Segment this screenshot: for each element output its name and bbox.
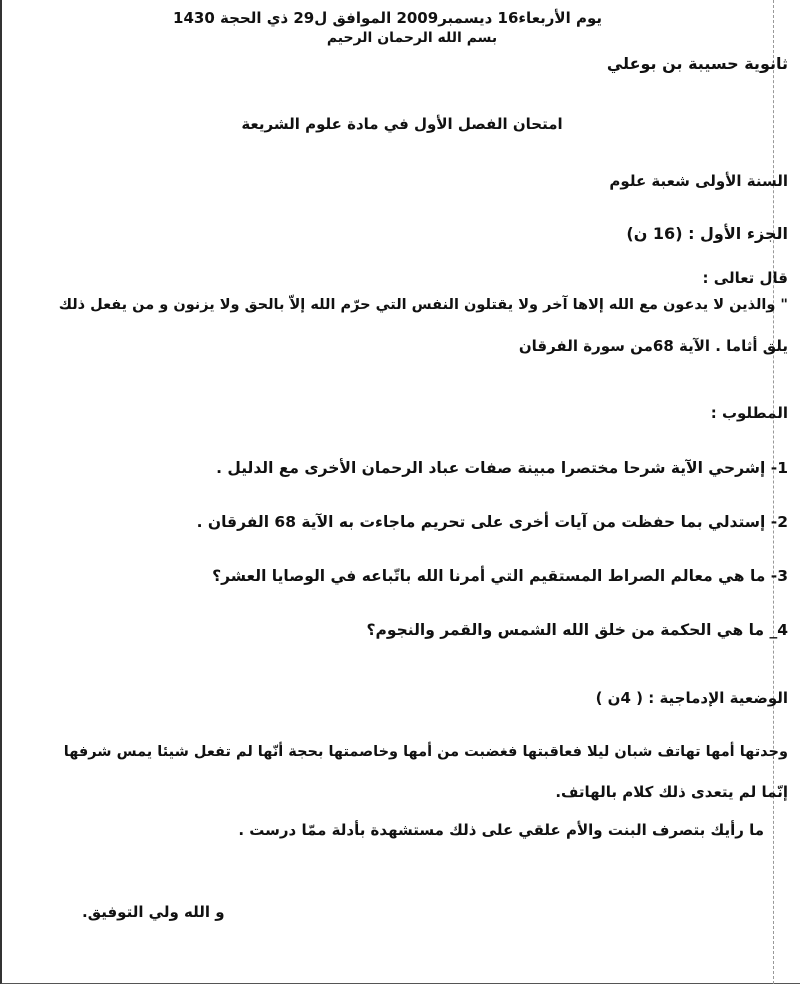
verse-intro: قال تعالى :	[702, 269, 788, 287]
page-edge	[772, 0, 774, 984]
required-label: المطلوب :	[710, 404, 788, 422]
part-one-heading: الجزء الأول : (16 ن)	[626, 224, 788, 243]
question-3: 3- ما هي معالم الصراط المستقيم التي أمرنا الله باتّباعه في الوصايا العشر؟	[212, 567, 788, 585]
exam-title: امتحان الفصل الأول في مادة علوم الشريعة	[241, 115, 563, 133]
verse-line-2: يلق أثاما . الآية 68من سورة الفرقان	[518, 337, 788, 355]
level-line: السنة الأولى شعبة علوم	[609, 172, 788, 190]
question-4: 4_ ما هي الحكمة من خلق الله الشمس والقمر والنجوم؟	[366, 621, 788, 639]
verse-line-1: " والذين لا يدعون مع الله إلاها آخر ولا يقتلون النفس التي حرّم الله إلاّ بالحق ولا يزنون و من يفعل ذلك	[58, 297, 788, 313]
basmala: بسم الله الرحمان الرحيم	[326, 30, 498, 46]
question-2: 2- إستدلي بما حفظت من آيات أخرى على تحريم ماجاءت به الآية 68 الفرقان .	[196, 513, 788, 531]
integration-line-1: وجدتها أمها تهاتف شبان ليلا فعاقبتها فغضبت من أمها وخاصمتها بحجة أنّها لم تفعل شيئا يمس شرفها	[63, 744, 788, 760]
closing-line: و الله ولي التوفيق.	[82, 903, 225, 921]
question-1: 1- إشرحي الآية شرحا مختصرا مبينة صفات عباد الرحمان الأخرى مع الدليل .	[216, 459, 788, 477]
integration-line-3: ما رأيك بتصرف البنت والأم علقي على ذلك مستشهدة بأدلة ممّا درست .	[238, 821, 764, 839]
school-name: ثانوية حسيبة بن بوعلي	[606, 54, 788, 73]
integration-heading: الوضعية الإدماجية : ( 4ن )	[595, 689, 788, 707]
date-line: يوم الأربعاء16 ديسمبر2009 الموافق ل29 ذي الحجة 1430	[173, 9, 602, 27]
integration-line-2: إنّما لم يتعدى ذلك كلام بالهاتف.	[555, 783, 788, 801]
